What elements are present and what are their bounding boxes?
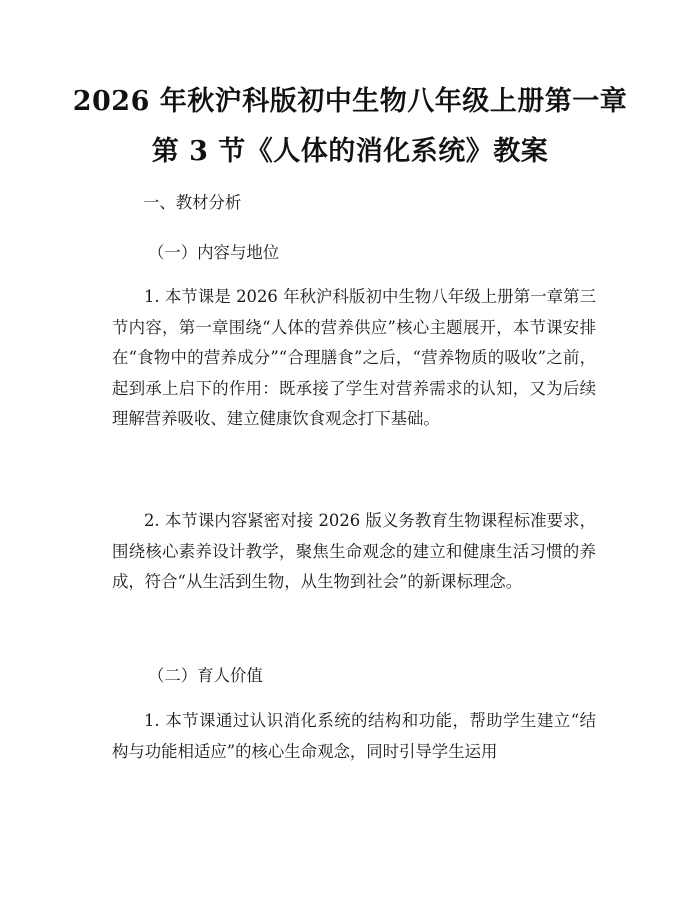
- section-heading-textbook-analysis: 一、教材分析: [143, 193, 242, 212]
- subsection-heading-content-position: （一）内容与地位: [148, 243, 280, 262]
- subsection-heading-educational-value: （二）育人价值: [148, 666, 263, 685]
- paragraph-content-position-1: 1. 本节课是 2026 年秋沪科版初中生物八年级上册第一章第三节内容，第一章围绕“人体的营养供应”核心主题展开，本节课安排在“食物中的营养成分”“合理膳食”之后，“营养物质的吸收”之前，起到承上启下的作用：既承接了学生对营养需求的认知，又为后续理解营养吸收、建立健康饮食观念打下基础。: [112, 287, 596, 428]
- paragraph-educational-value-1: 1. 本节课通过认识消化系统的结构和功能，帮助学生建立“结构与功能相适应”的核心生命观念，同时引导学生运用: [112, 711, 596, 761]
- paragraph-content-position-2: 2. 本节课内容紧密对接 2026 版义务教育生物课程标准要求，围绕核心素养设计教学，聚焦生命观念的建立和健康生活习惯的养成，符合“从生活到生物，从生物到社会”的新课标理念。: [112, 511, 596, 591]
- document-title-line-1: 2026 年秋沪科版初中生物八年级上册第一章: [72, 86, 628, 117]
- document-title-line-2: 第 3 节《人体的消化系统》教案: [151, 136, 549, 167]
